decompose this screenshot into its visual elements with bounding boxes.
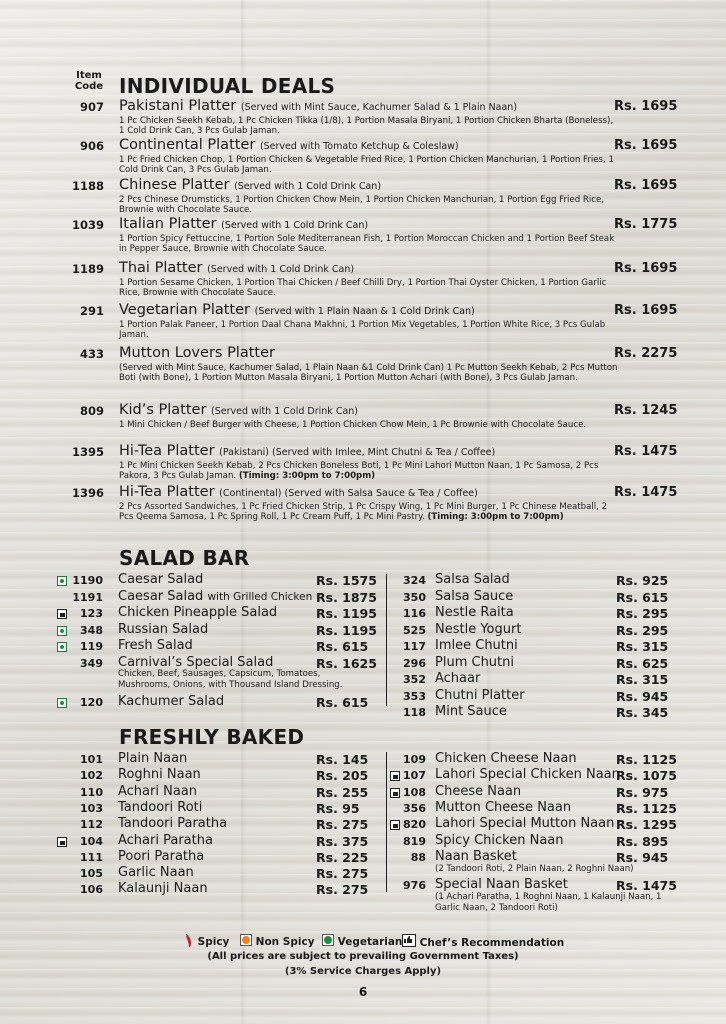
deal-title: Vegetarian Platter [119,302,250,318]
salad-code: 525 [403,624,426,637]
baked-price: Rs. 895 [616,834,669,849]
salad-price: Rs. 1195 [316,623,377,638]
salad-name [118,589,312,604]
baked-name: Mutton Cheese Naan [435,800,572,815]
salad-code: 118 [403,706,426,719]
salad-extra: with Grilled Chicken [207,591,313,603]
deal-description [119,363,619,383]
deal-description-text: 1 Pc Mini Chicken Seekh Kebab, 2 Pcs Chicken Boneless Boti, 1 Pc Mini Lahori Mutton Naan, 1 Pc Samosa, 2 Pcs Pakora, 3 Pcs Gulab Jaman. [119,461,599,482]
salad-title: Kachumer Salad [118,694,225,709]
salad-name: Achaar [435,671,481,686]
deal-description [119,234,619,254]
baked-code: 110 [80,786,103,799]
deal-note: (Served with 1 Cold Drink Can) [211,406,359,417]
salad-title: Russian Salad [118,622,209,637]
deal-description-text: 1 Portion Sesame Chicken, 1 Portion Thai Chicken / Beef Chilli Dry, 1 Portion Thai Oyster Chicken, 1 Portion Garlic Rice, Brownie with Chocolate Sauce. [119,278,607,299]
salad-name: Nestle Yogurt [435,622,522,637]
deal-note: (Served with 1 Cold Drink Can) [221,220,369,231]
baked-price: Rs. 1125 [616,801,677,816]
deal-price: Rs. 1775 [614,217,678,232]
deal-title: Kid’s Platter [119,402,207,418]
deal-name [119,302,475,320]
baked-name: Tandoori Roti [118,800,203,815]
baked-name: Naan Basket [435,849,517,864]
deal-price: Rs. 1475 [614,444,678,459]
naan-basket-description: (2 Tandoori Roti, 2 Plain Naan, 2 Roghni Naan) [435,864,634,874]
baked-code: 103 [80,802,103,815]
salad-code: 324 [403,574,426,587]
deal-name [119,137,459,155]
salad-code: 349 [80,657,103,670]
deal-code: 1189 [71,262,104,276]
deal-description-text: (Served with Mint Sauce, Kachumer Salad, 1 Plain Naan &1 Cold Drink Can) 1 Pc Mutton Seekh Kebab, 2 Pcs Mutton Boti (with Bone), 1 Portion Mutton Masala Biryani, 1 Portion Mutton Achari (with Bone), 3 Pcs Gulab Jaman. [119,363,618,384]
salad-code: 348 [80,624,103,637]
legend-non-spicy: Non Spicy [240,934,315,948]
chef-recommendation-icon [402,934,416,947]
deal-name [119,345,275,362]
baked-price: Rs. 975 [616,785,669,800]
salad-price: Rs. 615 [316,639,369,654]
baked-name: Plain Naan [118,751,188,766]
baked-price: Rs. 225 [316,850,369,865]
salad-title: Caesar Salad [118,572,204,587]
baked-code: 109 [403,753,426,766]
baked-name: Cheese Naan [435,784,522,799]
baked-price: Rs. 1125 [616,752,677,767]
baked-name: Garlic Naan [118,865,194,880]
baked-price: Rs. 1075 [616,768,677,783]
deal-timing: (Timing: 3:00pm to 7:00pm) [427,512,564,523]
salad-code: 123 [80,607,103,620]
deal-name [119,216,368,234]
deal-description-text: 2 Pcs Chinese Drumsticks, 1 Portion Chicken Chow Mein, 1 Portion Chicken Manchurian, 1 Portion Egg Fried Rice, Brownie with Chocolate Sauce. [119,195,604,216]
baked-price: Rs. 95 [316,801,360,816]
deal-price: Rs. 1695 [614,261,678,276]
deal-code: 907 [79,100,104,114]
baked-name: Lahori Special Mutton Naan [435,816,615,831]
deal-note: (Served with 1 Cold Drink Can) [234,181,382,192]
deal-code: 809 [79,404,104,418]
baked-code: 108 [403,786,426,799]
deal-note: (Served with 1 Cold Drink Can) [207,264,355,275]
deal-note: (Served with Mint Sauce, Kachumer Salad & 1 Plain Naan) [240,102,518,113]
deal-name [119,177,381,195]
deal-code: 291 [79,304,104,318]
deal-title: Continental Platter [119,137,256,153]
baked-code: 819 [403,835,426,848]
salad-price: Rs. 625 [616,656,669,671]
salad-price: Rs. 1575 [316,573,377,588]
deal-price: Rs. 1695 [614,99,678,114]
salad-code: 296 [403,657,426,670]
service-note: (3% Service Charges Apply) [284,966,442,977]
salad-price: Rs. 315 [616,639,669,654]
baked-code: 101 [80,753,103,766]
deal-description [119,155,619,175]
baked-name: Poori Paratha [118,849,205,864]
legend-vegetarian: Vegetarian [322,934,402,948]
deal-price: Rs. 1695 [614,303,678,318]
chili-icon [184,934,194,948]
deal-description-text: 1 Portion Palak Paneer, 1 Portion Daal Chana Makhni, 1 Portion Mix Vegetables, 1 Portion White Rice, 3 Pcs Gulab Jaman. [119,320,606,341]
salad-name [118,638,193,653]
salad-name [118,694,224,709]
salad-name [118,655,273,670]
deal-code: 906 [79,139,104,153]
deal-description [119,278,619,298]
deal-code: 1395 [71,445,104,459]
salad-name: Imlee Chutni [435,638,518,653]
baked-name: Achari Paratha [118,833,213,848]
salad-code: 119 [80,640,103,653]
deal-title: Thai Platter [119,260,203,276]
salad-price: Rs. 295 [616,623,669,638]
baked-code: 112 [80,818,103,831]
deal-price: Rs. 2275 [614,346,678,361]
baked-price: Rs. 255 [316,785,369,800]
non-spicy-icon [240,934,252,946]
salad-code: 1190 [72,574,103,587]
salad-code: 353 [403,690,426,703]
salad-code: 1191 [72,591,103,604]
special-naan-basket-description: (1 Achari Paratha, 1 Roghni Naan, 1 Kalaunji Naan, 1 Garlic Naan, 2 Tandoori Roti) [435,892,662,913]
baked-name: Achari Naan [118,784,198,799]
salad-name: Nestle Raita [435,605,514,620]
section-title-salad-bar: SALAD BAR [119,546,250,570]
deal-description [119,502,619,522]
baked-code: 111 [80,851,103,864]
deal-description-text: 1 Pc Fried Chicken Chop, 1 Portion Chicken & Vegetable Fried Rice, 1 Portion Chicken Manchurian, 1 Portion Fries, 1 Cold Drink Can, 3 Pcs Gulab Jaman. [119,155,614,176]
deal-code: 1396 [71,486,104,500]
deal-note: (Served with Tomato Ketchup & Coleslaw) [259,141,459,152]
deal-title: Pakistani Platter [119,98,237,114]
deal-name [119,484,478,502]
baked-code: 88 [410,851,426,864]
baked-price: Rs. 205 [316,768,369,783]
baked-price: Rs. 275 [316,817,369,832]
salad-divider [386,574,387,706]
baked-price: Rs. 145 [316,752,369,767]
deal-name [119,98,517,116]
baked-price: Rs. 275 [316,882,369,897]
baked-price: Rs. 275 [316,866,369,881]
deal-note: (Continental) (Served with Salsa Sauce & Tea / Coffee) [219,488,478,499]
baked-code: 356 [403,802,426,815]
section-title-freshly-baked: FRESHLY BAKED [119,725,305,749]
item-code-label: Item Code [74,70,104,92]
salad-price: Rs. 315 [616,672,669,687]
salad-price: Rs. 615 [616,590,669,605]
salad-code: 350 [403,591,426,604]
salad-name: Salsa Sauce [435,589,514,604]
legend-chef: Chef’s Recommendation [402,934,564,949]
deal-description-text: 1 Portion Spicy Fettuccine, 1 Portion Sole Mediterranean Fish, 1 Portion Moroccan Chicken and 1 Portion Beef Steak in Pepper Sauce, Brownie with Chocolate Sauce. [119,234,615,255]
salad-code: 120 [80,696,103,709]
baked-code: 102 [80,769,103,782]
deal-price: Rs. 1695 [614,138,678,153]
deal-price: Rs. 1475 [614,485,678,500]
salad-name: Plum Chutni [435,655,514,670]
salad-price: Rs. 945 [616,689,669,704]
salad-price: Rs. 925 [616,573,669,588]
deal-title: Hi-Tea Platter [119,484,215,500]
salad-price: Rs. 1625 [316,656,377,671]
baked-code: 820 [403,818,426,831]
baked-code: 104 [80,835,103,848]
salad-name: Chutni Platter [435,688,525,703]
deal-description [119,116,619,136]
baked-name: Spicy Chicken Naan [435,833,564,848]
baked-code: 106 [80,883,103,896]
deal-description [119,195,619,215]
deal-description-text: 1 Pc Chicken Seekh Kebab, 1 Pc Chicken Tikka (1/8), 1 Portion Masala Biryani, 1 Portion Chicken Bharta (Boneless), 1 Cold Drink Can, 3 Pcs Gulab Jaman. [119,116,614,137]
deal-name [119,443,495,461]
baked-divider [386,752,387,892]
tax-note: (All prices are subject to prevailing Government Taxes) [207,951,519,962]
deal-description [119,320,619,340]
deal-code: 1039 [71,218,104,232]
baked-name: Special Naan Basket [435,877,568,892]
deal-description-text: 2 Pcs Assorted Sandwiches, 1 Pc Fried Chicken Strip, 1 Pc Crispy Wing, 1 Pc Mini Burger, 1 Pc Chinese Meatball, 2 Pcs Qeema Samosa, 1 Pc Spring Roll, 1 Pc Cream Puff, 1 Pc Mini Pastry. [119,502,608,523]
salad-name [118,622,208,637]
salad-name [118,605,277,620]
deal-description [119,461,619,481]
salad-price: Rs. 1195 [316,606,377,621]
deal-note: (Served with 1 Plain Naan & 1 Cold Drink Can) [254,306,475,317]
salad-code: 117 [403,640,426,653]
baked-price: Rs. 375 [316,834,369,849]
deal-name [119,402,358,420]
salad-title: Caesar Salad [118,589,204,604]
salad-price: Rs. 345 [616,705,669,720]
baked-name: Roghni Naan [118,767,201,782]
salad-title: Fresh Salad [118,638,193,653]
baked-price: Rs. 1295 [616,817,677,832]
salad-title: Chicken Pineapple Salad [118,605,278,620]
vegetarian-icon [322,934,334,946]
salad-price: Rs. 615 [316,695,369,710]
deal-title: Hi-Tea Platter [119,443,215,459]
salad-code: 352 [403,673,426,686]
deal-description-text: 1 Mini Chicken / Beef Burger with Cheese, 1 Portion Chicken Chow Mein, 1 Pc Brownie with Chocolate Sauce. [119,420,587,430]
baked-name: Lahori Special Chicken Naan [435,767,620,782]
baked-name: Chicken Cheese Naan [435,751,577,766]
carnival-salad-description: Chicken, Beef, Sausages, Capsicum, Tomatoes, Mushrooms, Onions, with Thousand Island Dressing. [118,669,343,690]
page-number: 6 [358,985,368,999]
salad-title: Carnival’s Special Salad [118,655,274,670]
deal-title: Mutton Lovers Platter [119,345,275,361]
deal-note: (Pakistani) (Served with Imlee, Mint Chutni & Tea / Coffee) [219,447,496,458]
salad-price: Rs. 1875 [316,590,377,605]
baked-name: Kalaunji Naan [118,881,208,896]
deal-name [119,260,354,278]
baked-price: Rs. 945 [616,850,669,865]
salad-name [118,572,203,587]
baked-code: 976 [403,879,426,892]
baked-code: 107 [403,769,426,782]
deal-price: Rs. 1695 [614,178,678,193]
deal-description [119,420,619,430]
deal-price: Rs. 1245 [614,403,678,418]
deal-timing: (Timing: 3:00pm to 7:00pm) [238,471,376,482]
deal-code: 433 [79,347,104,361]
section-title-individual-deals: INDIVIDUAL DEALS [119,74,336,98]
deal-code: 1188 [71,179,104,193]
salad-code: 116 [403,607,426,620]
baked-code: 105 [80,867,103,880]
deal-title: Italian Platter [119,216,217,232]
salad-price: Rs. 295 [616,606,669,621]
salad-name: Mint Sauce [435,704,507,719]
legend-spicy: Spicy [184,934,229,948]
salad-name: Salsa Salad [435,572,510,587]
baked-name: Tandoori Paratha [118,816,228,831]
baked-price: Rs. 1475 [616,878,677,893]
deal-title: Chinese Platter [119,177,230,193]
